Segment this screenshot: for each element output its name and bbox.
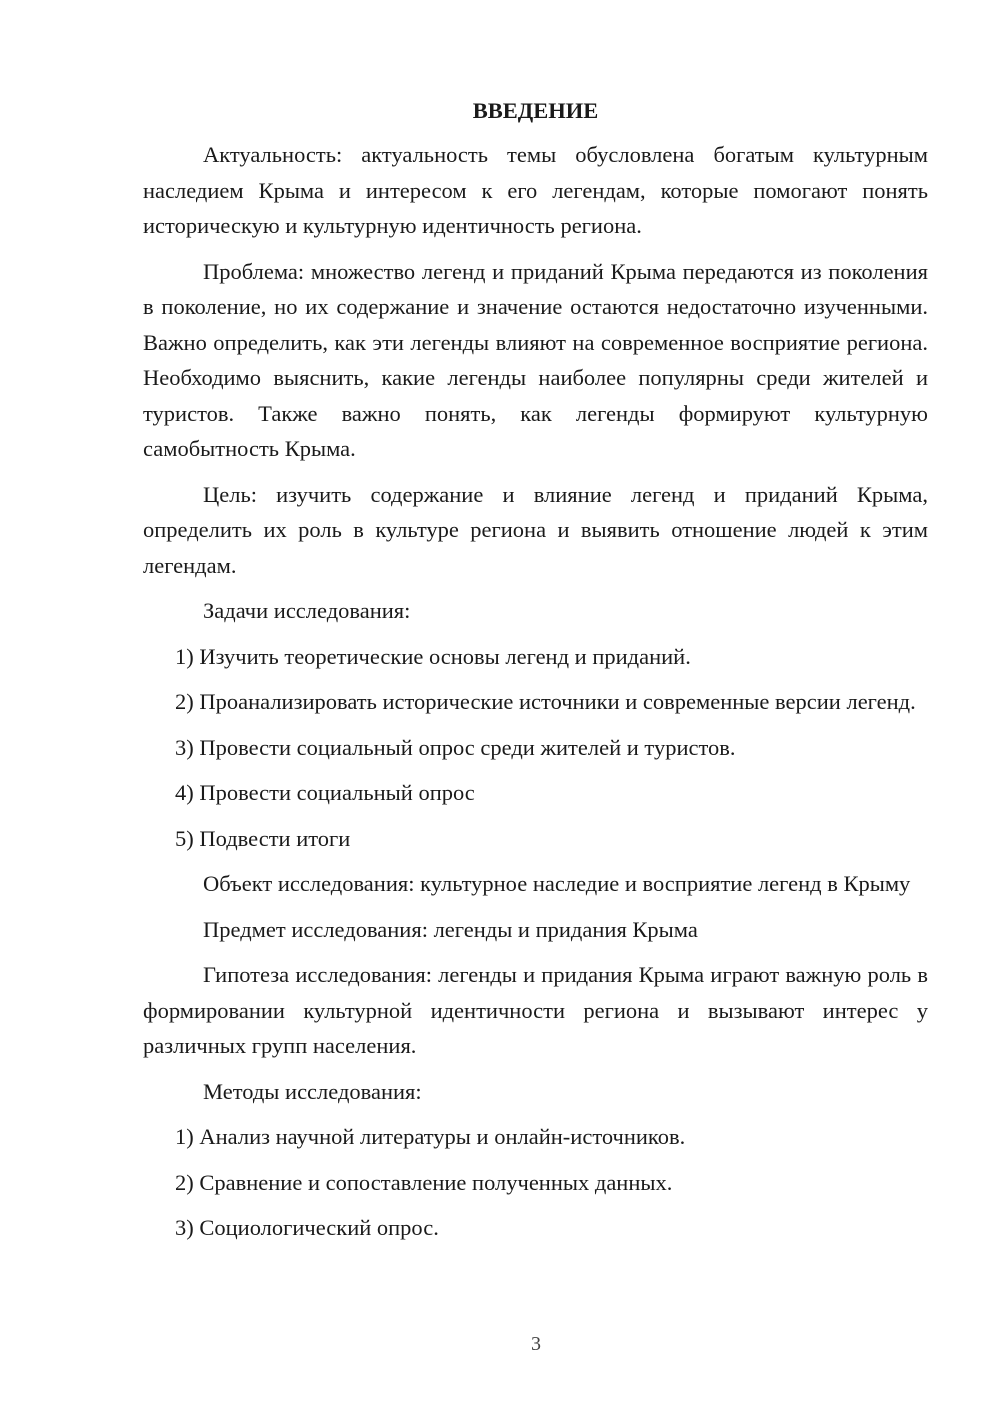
method-item: 2) Сравнение и сопоставление полученных данных.	[175, 1169, 673, 1195]
paragraph-subject: Предмет исследования: легенды и придания Крыма	[203, 916, 698, 942]
paragraph-problem: Проблема: множество легенд и приданий Крыма передаются из поколения в поколение, но их содержание и значение остаются недостаточно изученными. Важно определить, как эти легенды влияют на современное восприятие региона. Необходимо выяснить, какие легенды наиболее популярны среди жителей и туристов. Также важно понять, как легенды формируют культурную самобытность Крыма.	[143, 258, 928, 461]
paragraph-goal: Цель: изучить содержание и влияние легенд и приданий Крыма, определить их роль в культуре региона и выявить отношение людей к этим легендам.	[143, 481, 928, 578]
page-title: ВВЕДЕНИЕ	[472, 98, 599, 123]
task-item: 1) Изучить теоретические основы легенд и приданий.	[175, 643, 691, 669]
page-number: 3	[531, 1333, 541, 1355]
task-item: 4) Провести социальный опрос	[175, 780, 475, 805]
paragraph-actuality: Актуальность: актуальность темы обусловлена богатым культурным наследием Крыма и интересом к его легендам, которые помогают понять историческую и культурную идентичность региона.	[143, 142, 928, 238]
document-page	[143, 96, 928, 1256]
methods-heading: Методы исследования:	[203, 1078, 422, 1104]
paragraph-object: Объект исследования: культурное наследие и восприятие легенд в Крыму	[203, 871, 911, 896]
tasks-heading: Задачи исследования:	[203, 598, 411, 623]
task-item: 3) Провести социальный опрос среди жителей и туристов.	[175, 734, 736, 760]
task-item: 2) Проанализировать исторические источники и современные версии легенд.	[175, 689, 916, 714]
method-item: 3) Социологический опрос.	[175, 1215, 439, 1240]
task-item: 5) Подвести итоги	[175, 825, 351, 851]
method-item: 1) Анализ научной литературы и онлайн-источников.	[175, 1124, 686, 1149]
paragraph-hypothesis: Гипотеза исследования: легенды и придания Крыма играют важную роль в формировании культурной идентичности региона и вызывают интерес у различных групп населения.	[143, 962, 928, 1058]
